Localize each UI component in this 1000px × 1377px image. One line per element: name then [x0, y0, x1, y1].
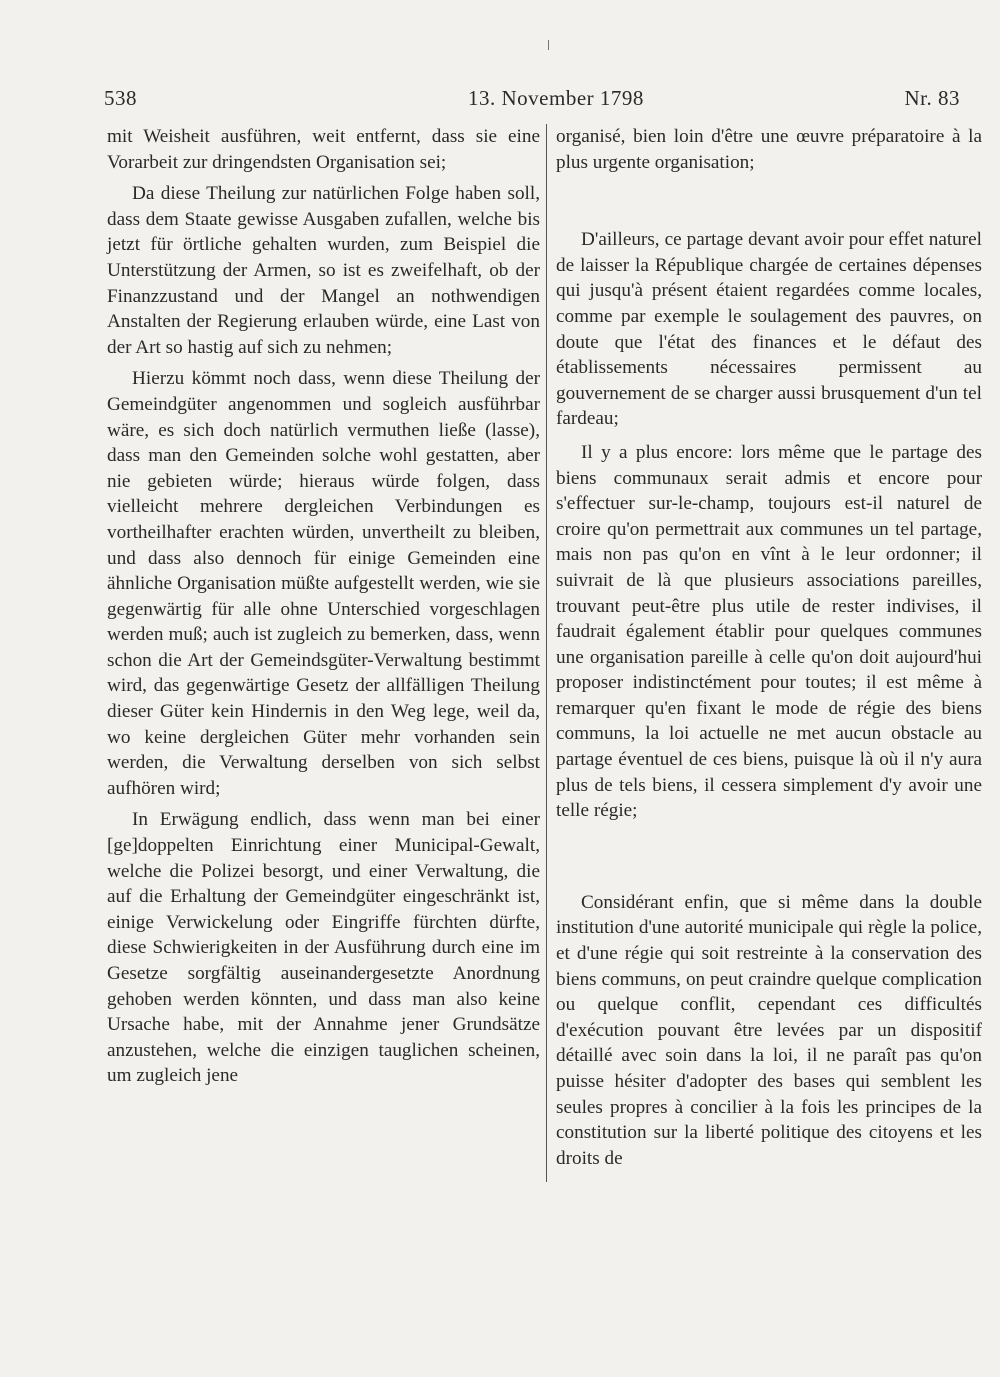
header-date: 13. November 1798 — [468, 86, 644, 110]
page-number: 538 — [104, 86, 137, 110]
document-number: Nr. 83 — [904, 86, 960, 110]
top-mark — [548, 40, 549, 50]
paragraph: mit Weisheit ausführen, weit entfernt, dass sie eine Vorarbeit zur dringendsten Organisation sei; — [107, 126, 540, 173]
paragraph: organisé, bien loin d'être une œuvre préparatoire à la plus urgente organisation; — [556, 126, 982, 173]
page-header — [104, 86, 960, 114]
paragraph: Da diese Theilung zur natürlichen Folge haben soll, dass dem Staate gewisse Ausgaben zufallen, welche bis jetzt für örtliche gehalten wurden, zum Beispiel die Unterstützung der Armen, so ist es zweifelhaft, ob der Finanzzustand und der Mangel an nothwendigen Anstalten der Regierung erlauben würde, eine Last von der Art so hastig auf sich zu nehmen; — [107, 183, 540, 358]
french-column — [556, 124, 982, 1171]
paragraph: D'ailleurs, ce partage devant avoir pour effet naturel de laisser la République chargée de certaines dépenses qui jusqu'à présent étaient regardées comme locales, comme par exemple le soulagement des pauvres, on doute que l'état des finances et le défaut des établissements nécessaires permissent au gouvernement de se charger aussi brusquement d'un tel fardeau; — [556, 229, 982, 430]
german-column — [107, 124, 540, 1089]
column-divider — [546, 124, 547, 1182]
paragraph: Hierzu kömmt noch dass, wenn diese Theilung der Gemeindgüter angenommen und sogleich ausführbar wäre, es sich doch natürlich vermuthen ließe (lasse), dass man den Gemeinden solche wohl gestatten, aber nie gebieten würde; hieraus würde folgen, dass vielleicht mehrere dergleichen Verbindungen es vortheilhafter erachten würden, unvertheilt zu bleiben, und dass also dennoch für einige Gemeinden eine ähnliche Organisation müßte aufgestellt werden, wie sie gegenwärtig für alle ohne Unterschied vorgeschlagen werden muß; auch ist zugleich zu bemerken, dass, wenn schon die Art der Gemeindsgüter-Verwaltung bestimmt wird, das gegenwärtige Gesetz der allfälligen Theilung dieser Güter kein Hindernis in den Weg lege, weil da, wo keine dergleichen Güter mehr vorhanden sein werden, die Verwaltung derselben von sich selbst aufhören wird; — [107, 368, 540, 799]
paragraph: Il y a plus encore: lors même que le partage des biens communaux serait admis et encore pour s'effectuer sur-le-champ, toujours est-il naturel de croire qu'on permettrait aux communes un tel partage, mais non pas qu'on en vînt à le leur ordonner; il suivrait de là que plusieurs associations pareilles, trouvant peut-être plus utile de rester indivises, il faudrait également établir pour quelques communes une organisation pareille à celle qu'on doit aujourd'hui proposer indistinctément pour toutes; il est même à remarquer qu'en fixant le mode de régie des biens communs, la loi actuelle ne met aucun obstacle au partage éventuel de ces biens, puisque là où il n'y aura plus de tels biens, il cessera simplement d'y avoir une telle régie; — [556, 441, 982, 822]
paragraph: Considérant enfin, que si même dans la double institution d'une autorité municipale qui règle la police, et d'une régie qui soit restreinte à la conservation des biens communs, on peut craindre quelque complication ou quelque conflit, cependant ces difficultés d'exécution pouvant être levées par un dispositif détaillé avec soin dans la loi, il ne paraît pas qu'on puisse hésiter d'adopter des bases qui semblent les seules propres à concilier à la fois les principes de la constitution sur la liberté politique des citoyens et les droits de — [556, 891, 982, 1169]
paragraph: In Erwägung endlich, dass wenn man bei einer [ge]doppelten Einrichtung einer Municipal-Gewalt, welche die Polizei besorgt, und einer Verwaltung, die auf die Erhaltung der Gemeindgüter eingeschränkt ist, einige Verwickelung oder Eingriffe fürchten dürfte, diese Schwierigkeiten in der Ausführung durch eine im Gesetze sorgfältig auseinandergesetzte Anordnung gehoben werden könnten, und dass man also keine Ursache habe, mit der Annahme jener Grundsätze anzustehen, welche die einzigen tauglichen scheinen, um zugleich jene — [107, 809, 540, 1087]
